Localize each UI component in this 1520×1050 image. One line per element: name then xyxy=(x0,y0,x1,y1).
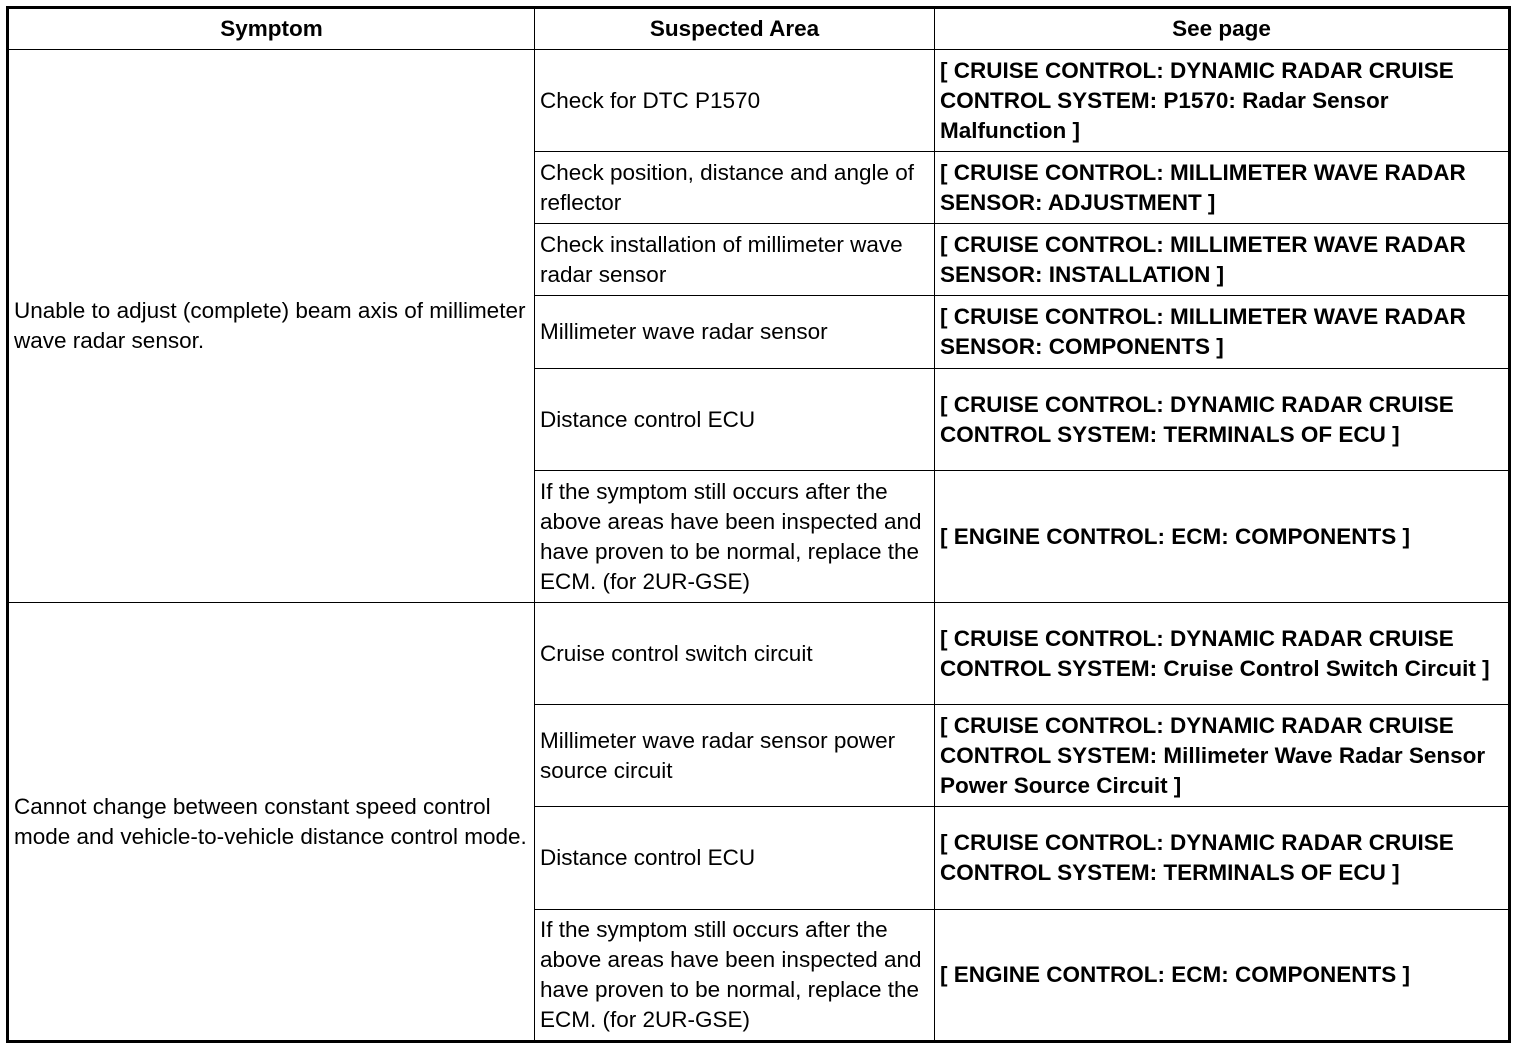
see-page-cell: [ ENGINE CONTROL: ECM: COMPONENTS ] xyxy=(935,471,1510,603)
symptom-cell: Unable to adjust (complete) beam axis of millimeter wave radar sensor. xyxy=(8,50,535,603)
suspected-area-cell: Check installation of millimeter wave radar sensor xyxy=(535,224,935,296)
table-row xyxy=(8,50,1510,152)
diagnosis-table xyxy=(6,6,1511,1043)
see-page-cell: [ CRUISE CONTROL: MILLIMETER WAVE RADAR SENSOR: INSTALLATION ] xyxy=(935,224,1510,296)
suspected-area-cell: Millimeter wave radar sensor power source circuit xyxy=(535,705,935,807)
see-page-cell: [ ENGINE CONTROL: ECM: COMPONENTS ] xyxy=(935,910,1510,1042)
suspected-area-cell: Millimeter wave radar sensor xyxy=(535,296,935,369)
table-row xyxy=(8,603,1510,705)
see-page-cell: [ CRUISE CONTROL: DYNAMIC RADAR CRUISE CONTROL SYSTEM: Millimeter Wave Radar Sensor Power Source Circuit ] xyxy=(935,705,1510,807)
header-suspected-area: Suspected Area xyxy=(535,8,935,50)
see-page-cell: [ CRUISE CONTROL: DYNAMIC RADAR CRUISE CONTROL SYSTEM: Cruise Control Switch Circuit ] xyxy=(935,603,1510,705)
see-page-cell: [ CRUISE CONTROL: DYNAMIC RADAR CRUISE CONTROL SYSTEM: TERMINALS OF ECU ] xyxy=(935,369,1510,471)
symptom-cell: Cannot change between constant speed control mode and vehicle-to-vehicle distance control mode. xyxy=(8,603,535,1042)
header-see-page: See page xyxy=(935,8,1510,50)
see-page-cell: [ CRUISE CONTROL: MILLIMETER WAVE RADAR SENSOR: ADJUSTMENT ] xyxy=(935,152,1510,224)
header-symptom: Symptom xyxy=(8,8,535,50)
suspected-area-cell: If the symptom still occurs after the above areas have been inspected and have proven to be normal, replace the ECM. (for 2UR-GSE) xyxy=(535,910,935,1042)
see-page-cell: [ CRUISE CONTROL: DYNAMIC RADAR CRUISE CONTROL SYSTEM: TERMINALS OF ECU ] xyxy=(935,807,1510,910)
suspected-area-cell: Distance control ECU xyxy=(535,807,935,910)
suspected-area-cell: If the symptom still occurs after the above areas have been inspected and have proven to be normal, replace the ECM. (for 2UR-GSE) xyxy=(535,471,935,603)
header-row xyxy=(8,8,1510,50)
see-page-cell: [ CRUISE CONTROL: MILLIMETER WAVE RADAR SENSOR: COMPONENTS ] xyxy=(935,296,1510,369)
suspected-area-cell: Distance control ECU xyxy=(535,369,935,471)
suspected-area-cell: Check for DTC P1570 xyxy=(535,50,935,152)
suspected-area-cell: Cruise control switch circuit xyxy=(535,603,935,705)
see-page-cell: [ CRUISE CONTROL: DYNAMIC RADAR CRUISE CONTROL SYSTEM: P1570: Radar Sensor Malfunction ] xyxy=(935,50,1510,152)
suspected-area-cell: Check position, distance and angle of reflector xyxy=(535,152,935,224)
